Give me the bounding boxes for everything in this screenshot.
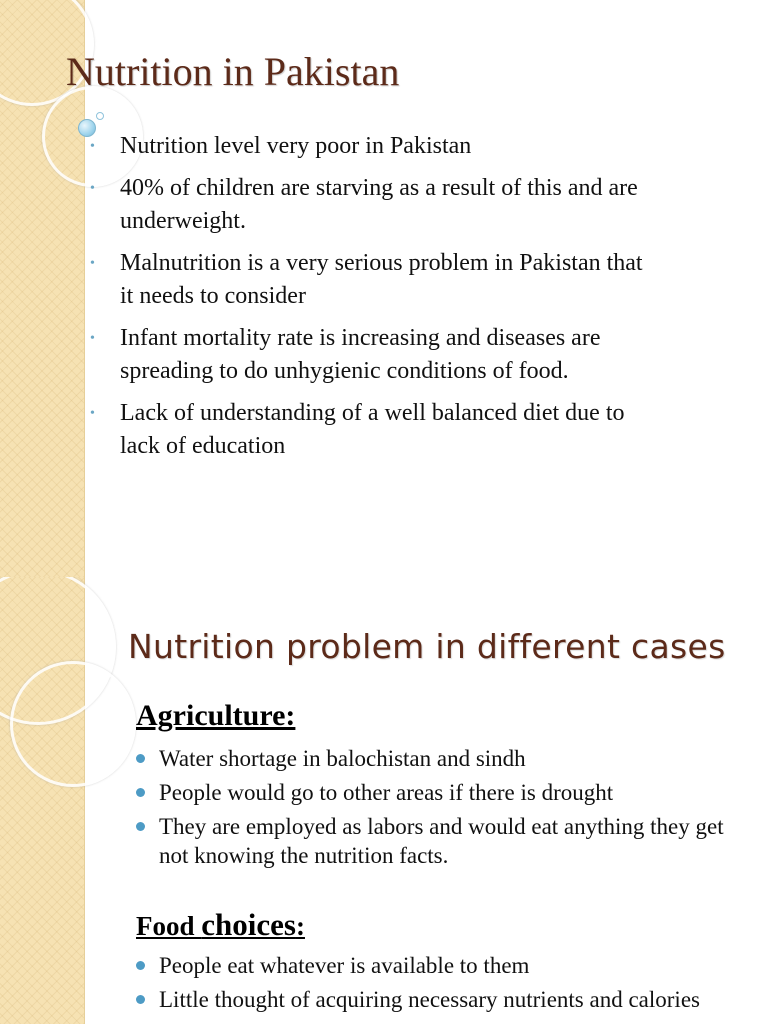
list-item bbox=[136, 985, 736, 1014]
list-item bbox=[90, 322, 650, 388]
list-item bbox=[90, 130, 650, 163]
list-item bbox=[90, 172, 650, 238]
list-item bbox=[136, 744, 736, 773]
agriculture-heading: Agriculture: bbox=[136, 699, 296, 732]
bullet-icon bbox=[136, 754, 145, 763]
bullet-icon bbox=[136, 822, 145, 831]
slide-nutrition-problem-cases bbox=[0, 577, 768, 1024]
bullet-icon bbox=[136, 961, 145, 970]
bullet-icon bbox=[136, 995, 145, 1004]
bullet-icon: • bbox=[90, 181, 95, 196]
bullet-icon: • bbox=[90, 256, 95, 271]
bullet-icon: • bbox=[90, 406, 95, 421]
bullet-list bbox=[90, 130, 650, 472]
list-item-text: 40% of children are starving as a result of this and are underweight. bbox=[120, 175, 638, 234]
food-choices-list bbox=[136, 951, 736, 1019]
slide-title: Nutrition problem in different cases bbox=[128, 627, 726, 666]
list-item-text: Infant mortality rate is increasing and diseases are spreading to do unhygienic conditions of food. bbox=[120, 325, 601, 384]
list-item bbox=[90, 247, 650, 313]
slide-title: Nutrition in Pakistan bbox=[66, 49, 400, 94]
list-item-text: Water shortage in balochistan and sindh bbox=[159, 746, 526, 771]
list-item-text: Lack of understanding of a well balanced diet due to lack of education bbox=[120, 400, 625, 459]
list-item bbox=[90, 397, 650, 463]
list-item-text: Little thought of acquiring necessary nutrients and calories bbox=[159, 987, 700, 1012]
heading-part: : bbox=[295, 911, 305, 941]
heading-part: choices bbox=[201, 907, 296, 942]
list-item-text: Malnutrition is a very serious problem in Pakistan that it needs to consider bbox=[120, 250, 643, 309]
decorative-ring-middle bbox=[10, 661, 136, 787]
food-choices-heading bbox=[136, 907, 305, 943]
bullet-icon: • bbox=[90, 139, 95, 154]
decorative-small-bubble-icon bbox=[96, 112, 104, 120]
list-item-text: Nutrition level very poor in Pakistan bbox=[120, 133, 472, 159]
list-item bbox=[136, 812, 736, 870]
list-item-text: They are employed as labors and would eat anything they get not knowing the nutrition facts. bbox=[159, 814, 724, 868]
list-item-text: People eat whatever is available to them bbox=[159, 953, 530, 978]
list-item bbox=[136, 778, 736, 807]
bullet-icon bbox=[136, 788, 145, 797]
bullet-icon: • bbox=[90, 331, 95, 346]
list-item bbox=[136, 951, 736, 980]
agriculture-list bbox=[136, 744, 736, 875]
list-item-text: People would go to other areas if there is drought bbox=[159, 780, 614, 805]
heading-part: Food bbox=[136, 911, 202, 941]
